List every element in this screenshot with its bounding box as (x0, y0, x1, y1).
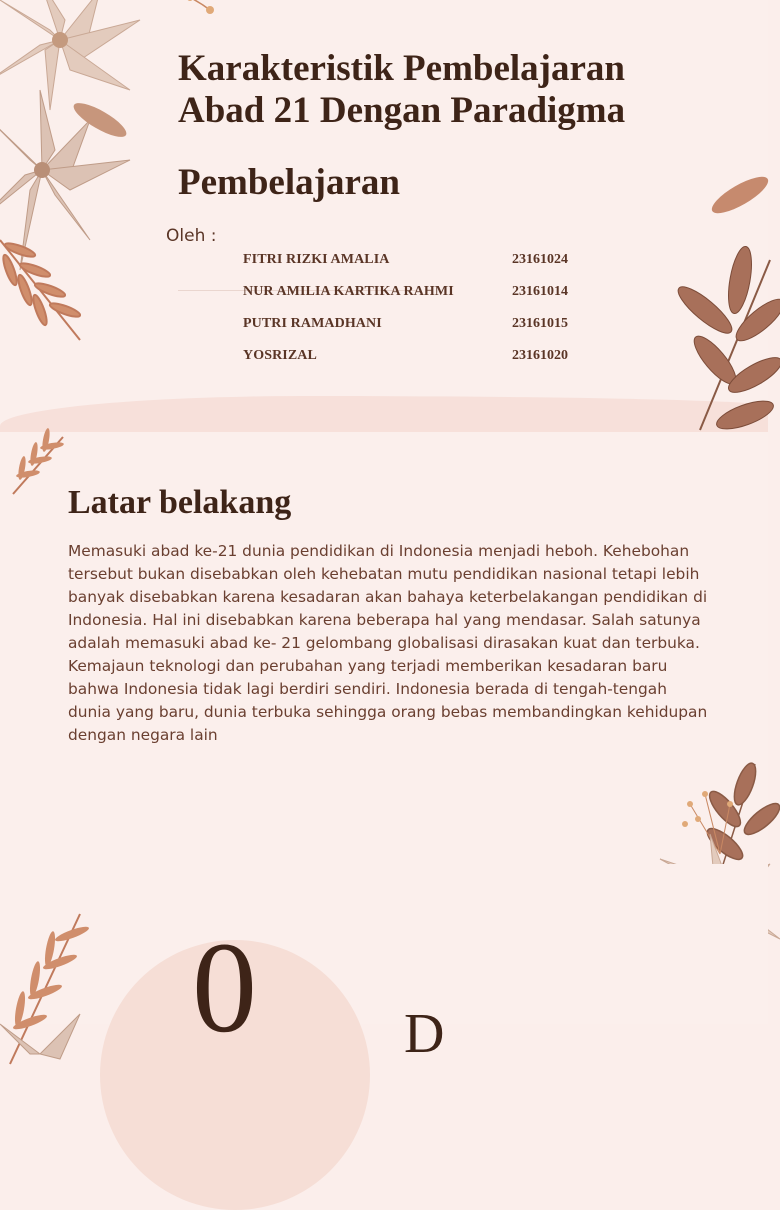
author-name: FITRI RIZKI AMALIA (243, 252, 390, 267)
author-nim: 23161020 (512, 348, 568, 363)
next-slide-preview (0, 864, 768, 1024)
title-slide (0, 0, 768, 432)
flower-cluster-top-left-icon (0, 0, 180, 280)
author-row (243, 348, 603, 380)
author-nim: 23161014 (512, 284, 568, 299)
author-row (243, 316, 603, 348)
author-list (243, 252, 603, 380)
section-number: 0 (192, 916, 257, 1060)
leaf-branch-right-icon (660, 170, 780, 430)
title-line-1: Karakteristik Pembelajaran (178, 48, 625, 89)
author-row (243, 252, 603, 284)
title-line-2: Abad 21 Dengan Paradigma (178, 90, 626, 131)
author-name: YOSRIZAL (243, 348, 317, 363)
author-label: Oleh : (166, 226, 217, 246)
bottom-band (0, 396, 768, 432)
author-name: PUTRI RAMADHANI (243, 316, 382, 331)
author-name: NUR AMILIA KARTIKA RAHMI (243, 284, 454, 299)
body-paragraph: Memasuki abad ke-21 dunia pendidikan di Indonesia menjadi heboh. Kehebohan tersebut bukan disebabkan oleh kehebatan mutu pendidikan nasional tetapi lebih banyak disebabkan karena kesadaran akan bahaya keterbelakangan pendidikan di Indonesia. Hal ini disebabkan karena beberapa hal yang mendasar. Salah satunya adalah memasuki abad ke- 21 gelombang globalisasi dirasakan kuat dan terbuka. Kemajaun teknologi dan perubahan yang terjadi memberikan kesadaran baru bahwa Indonesia tidak lagi berdiri sendiri. Indonesia berada di tengah-tengah dunia yang baru, dunia terbuka sehingga orang bebas membandingkan kehidupan dengan negara lain (68, 542, 708, 744)
author-nim: 23161024 (512, 252, 568, 267)
author-row (243, 284, 603, 316)
section-title-partial: D (404, 1003, 445, 1065)
title-line-3: Pembelajaran (178, 162, 400, 203)
author-nim: 23161015 (512, 316, 568, 331)
fern-bottom-left-icon (0, 904, 110, 1064)
presentation-title (178, 48, 698, 204)
section-heading: Latar belakang (68, 484, 292, 521)
